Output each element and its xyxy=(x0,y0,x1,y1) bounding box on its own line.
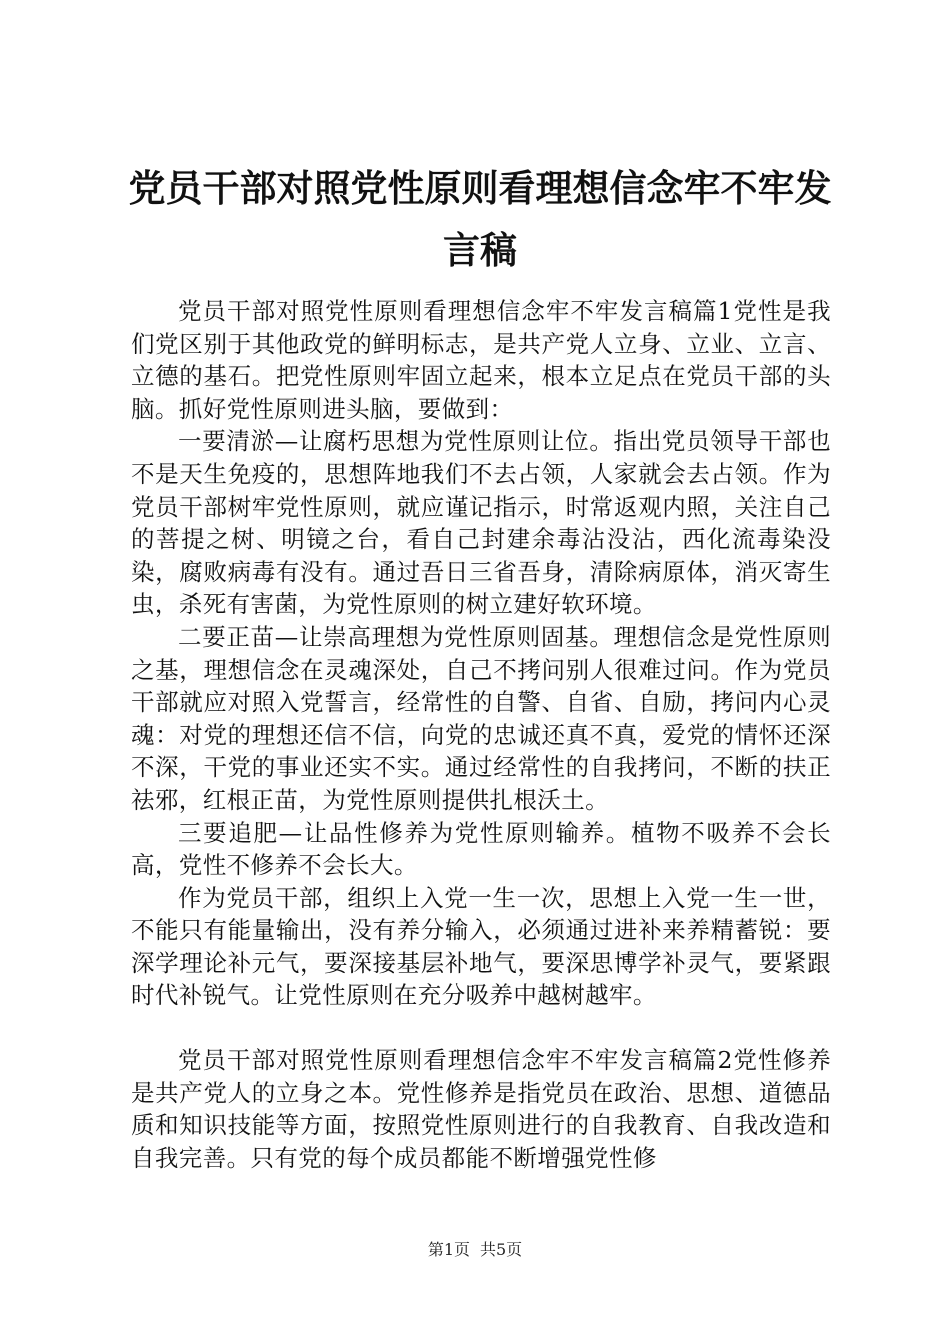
page-footer xyxy=(0,1240,950,1260)
document-body xyxy=(131,295,831,1174)
paragraph-4: 三要追肥—让品性修养为党性原则输养。植物不吸养不会长高，党性不修养不会长大。 xyxy=(131,818,831,880)
paragraph-5: 作为党员干部，组织上入党一生一次，思想上入党一生一世，不能只有能量输出，没有养分输入，必须通过进补来养精蓄锐：要深学理论补元气，要深接基层补地气，要深思博学补灵气，要紧跟时代补锐气。让党性原则在充分吸养中越树越牢。 xyxy=(131,883,831,1010)
page-number: 第1页 xyxy=(427,1240,470,1259)
paragraph-3: 二要正苗—让崇高理想为党性原则固基。理想信念是党性原则之基，理想信念在灵魂深处，自己不拷问别人很难过问。作为党员干部就应对照入党誓言，经常性的自警、自省、自励，拷问内心灵魂：对党的理想还信不信，向党的忠诚还真不真，爱党的情怀还深不深，干党的事业还实不实。通过经常性的自我拷问，不断的扶正祛邪，红根正苗，为党性原则提供扎根沃土。 xyxy=(131,622,831,814)
paragraph-6: 党员干部对照党性原则看理想信念牢不牢发言稿篇2党性修养是共产党人的立身之本。党性修养是指党员在政治、思想、道德品质和知识技能等方面，按照党性原则进行的自我教育、自我改造和自我完善。只有党的每个成员都能不断增强党性修 xyxy=(131,1046,831,1172)
paragraph-2: 一要清淤—让腐朽思想为党性原则让位。指出党员领导干部也不是天生免疫的，思想阵地我们不去占领，人家就会去占领。作为党员干部树牢党性原则，就应谨记指示，时常返观内照，关注自己的菩提之树、明镜之台，看自己封建余毒沾没沾，西化流毒染没染，腐败病毒有没有。通过吾日三省吾身，清除病原体，消灭寄生虫，杀死有害菌，为党性原则的树立建好软环境。 xyxy=(131,427,831,619)
document-title: 党员干部对照党性原则看理想信念牢不牢发言稿 xyxy=(128,167,832,272)
paragraph-1: 党员干部对照党性原则看理想信念牢不牢发言稿篇1党性是我们党区别于其他政党的鲜明标志，是共产党人立身、立业、立言、立德的基石。把党性原则牢固立起来，根本立足点在党员干部的头脑。抓好党性原则进头脑，要做到： xyxy=(131,297,831,423)
page-total: 共5页 xyxy=(480,1240,523,1259)
